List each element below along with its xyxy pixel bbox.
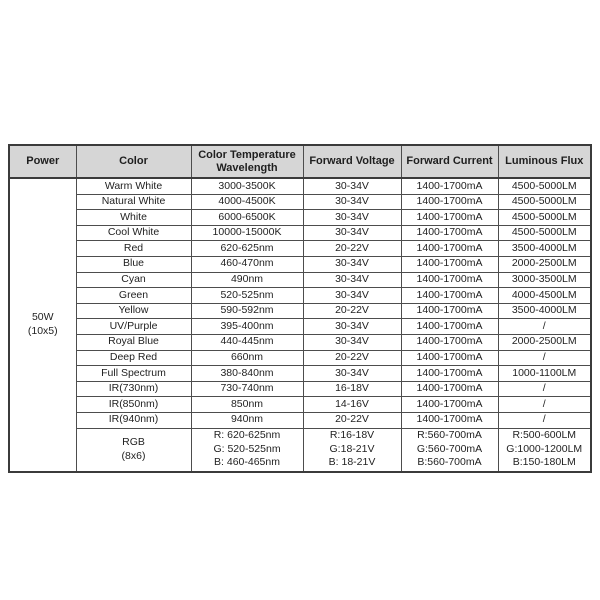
table-row [9,178,591,194]
table-row [9,381,591,397]
voltage-cell: 30-34V [303,210,401,226]
table-row-rgb [9,428,591,472]
header-color: Color [76,145,191,178]
spec-table-container [8,144,590,473]
flux-cell: 3000-3500LM [498,272,591,288]
voltage-cell: 30-34V [303,194,401,210]
flux-cell: / [498,397,591,413]
table-row [9,303,591,319]
voltage-cell: 14-16V [303,397,401,413]
voltage-cell: 16-18V [303,381,401,397]
flux-cell: / [498,412,591,428]
flux-cell: 4500-5000LM [498,178,591,194]
color-cell: Deep Red [76,350,191,366]
wavelength-cell: 730-740nm [191,381,303,397]
current-cell: 1400-1700mA [401,178,498,194]
flux-cell-rgb: R:500-600LM G:1000-1200LM B:150-180LM [498,428,591,472]
led-spec-table [8,144,592,473]
flux-cell: / [498,319,591,335]
voltage-cell: 30-34V [303,256,401,272]
table-row [9,225,591,241]
current-cell: 1400-1700mA [401,256,498,272]
power-value: 50W [31,311,54,324]
current-cell: 1400-1700mA [401,272,498,288]
wavelength-cell: 620-625nm [191,241,303,257]
wavelength-cell: 10000-15000K [191,225,303,241]
color-cell: Red [76,241,191,257]
current-cell: 1400-1700mA [401,381,498,397]
flux-cell: 3500-4000LM [498,303,591,319]
rgb-label: RGB [122,435,145,448]
table-row [9,256,591,272]
power-config: (10x5) [27,324,58,337]
wavelength-cell: 460-470nm [191,256,303,272]
current-cell: 1400-1700mA [401,194,498,210]
current-cell: 1400-1700mA [401,350,498,366]
wavelength-cell: 660nm [191,350,303,366]
wavelength-cell: 395-400nm [191,319,303,335]
voltage-cell: 30-34V [303,319,401,335]
current-cell: 1400-1700mA [401,210,498,226]
flux-cell: 2000-2500LM [498,256,591,272]
wavelength-cell: 520-525nm [191,288,303,304]
table-row [9,241,591,257]
color-cell-rgb [76,428,191,472]
flux-cell: 4500-5000LM [498,225,591,241]
header-luminous-flux: Luminous Flux [498,145,591,178]
header-wavelength: Color Temperature Wavelength [191,145,303,178]
wavelength-cell: 590-592nm [191,303,303,319]
table-row [9,272,591,288]
wavelength-cell-rgb: R: 620-625nm G: 520-525nm B: 460-465nm [191,428,303,472]
wavelength-cell: 380-840nm [191,366,303,382]
table-row [9,366,591,382]
table-row [9,194,591,210]
wavelength-cell: 6000-6500K [191,210,303,226]
current-cell: 1400-1700mA [401,303,498,319]
wavelength-cell: 4000-4500K [191,194,303,210]
current-cell: 1400-1700mA [401,319,498,335]
table-row [9,412,591,428]
flux-cell: / [498,381,591,397]
current-cell: 1400-1700mA [401,412,498,428]
current-cell-rgb: R:560-700mA G:560-700mA B:560-700mA [401,428,498,472]
current-cell: 1400-1700mA [401,225,498,241]
wavelength-cell: 3000-3500K [191,178,303,194]
voltage-cell: 20-22V [303,303,401,319]
voltage-cell: 20-22V [303,412,401,428]
flux-cell: 2000-2500LM [498,334,591,350]
header-row [9,145,591,178]
voltage-cell: 30-34V [303,178,401,194]
table-row [9,397,591,413]
rgb-config: (8x6) [121,449,146,462]
color-cell: Blue [76,256,191,272]
wavelength-cell: 490nm [191,272,303,288]
flux-cell: 3500-4000LM [498,241,591,257]
voltage-cell: 30-34V [303,334,401,350]
color-cell: Green [76,288,191,304]
wavelength-cell: 440-445nm [191,334,303,350]
power-cell [9,178,76,472]
color-cell: Cyan [76,272,191,288]
table-row [9,319,591,335]
flux-cell: / [498,350,591,366]
table-row [9,350,591,366]
current-cell: 1400-1700mA [401,397,498,413]
table-row [9,210,591,226]
color-cell: UV/Purple [76,319,191,335]
table-row [9,334,591,350]
flux-cell: 1000-1100LM [498,366,591,382]
color-cell: Cool White [76,225,191,241]
wavelength-cell: 850nm [191,397,303,413]
color-cell: Full Spectrum [76,366,191,382]
table-row [9,288,591,304]
color-cell: Natural White [76,194,191,210]
voltage-cell: 30-34V [303,272,401,288]
header-power: Power [9,145,76,178]
color-cell: Warm White [76,178,191,194]
current-cell: 1400-1700mA [401,288,498,304]
current-cell: 1400-1700mA [401,241,498,257]
voltage-cell: 30-34V [303,225,401,241]
current-cell: 1400-1700mA [401,334,498,350]
flux-cell: 4500-5000LM [498,194,591,210]
voltage-cell: 20-22V [303,241,401,257]
voltage-cell: 20-22V [303,350,401,366]
wavelength-cell: 940nm [191,412,303,428]
voltage-cell: 30-34V [303,366,401,382]
voltage-cell-rgb: R:16-18V G:18-21V B: 18-21V [303,428,401,472]
color-cell: White [76,210,191,226]
header-forward-voltage: Forward Voltage [303,145,401,178]
header-forward-current: Forward Current [401,145,498,178]
voltage-cell: 30-34V [303,288,401,304]
color-cell: Royal Blue [76,334,191,350]
color-cell: IR(850nm) [76,397,191,413]
color-cell: Yellow [76,303,191,319]
current-cell: 1400-1700mA [401,366,498,382]
flux-cell: 4000-4500LM [498,288,591,304]
flux-cell: 4500-5000LM [498,210,591,226]
color-cell: IR(940nm) [76,412,191,428]
color-cell: IR(730nm) [76,381,191,397]
